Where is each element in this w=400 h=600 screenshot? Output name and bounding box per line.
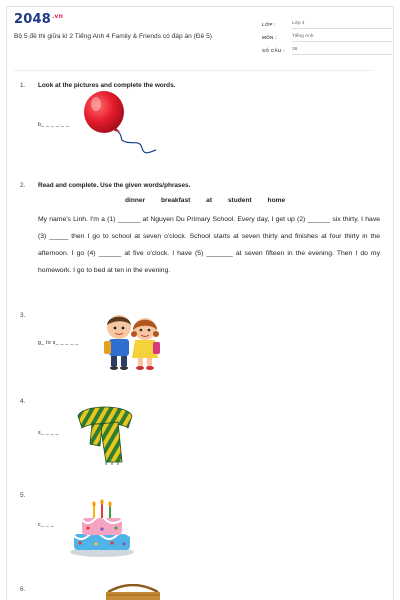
meta-info — [262, 16, 392, 55]
header-divider — [14, 70, 374, 71]
answer-blank-4[interactable]: s_ _ _ _ — [38, 430, 59, 436]
meta-value: 26 — [292, 47, 392, 55]
meta-row-class — [262, 16, 392, 29]
meta-label: LỚP : — [262, 22, 277, 27]
worksheet-page — [6, 6, 394, 600]
logo-text: 2048 — [14, 12, 51, 27]
striped-scarf-image — [72, 400, 138, 466]
word-bank — [125, 197, 299, 204]
question-text: Read and complete. Use the given words/phrases. — [38, 182, 191, 189]
word-bank-item: breakfast — [161, 197, 191, 204]
meta-label: MÔN : — [262, 35, 278, 40]
question-number: 5. — [20, 492, 26, 499]
reading-passage: My name's Linh. I'm a (1) ______ at Nguyen Du Primary School. Every day, I get up (2) ______ six thirty. I have (3) _____ then I go to school at seven o'clock. School starts at seven thirty and finishes at four thirty in the afternoon. I go (4) ______ at five o'clock. I have (5) _______ at seven fifteen in the evening. Then I do my homework. I go to bed at ten in the evening. — [38, 216, 380, 274]
meta-row-count — [262, 42, 392, 55]
document-title: Bộ 5 đề thi giữa kì 2 Tiếng Anh 4 Family & Friends có đáp án (Đề 5) — [14, 33, 212, 40]
basket-image — [102, 584, 164, 600]
kids-with-backpacks-image — [100, 312, 166, 374]
answer-blank-1[interactable]: b_ _ _ _ _ _ — [38, 122, 70, 128]
question-number: 4. — [20, 398, 26, 405]
question-number: 6. — [20, 586, 26, 593]
meta-value: Lớp 4 — [292, 21, 392, 29]
birthday-cake-image — [66, 494, 138, 558]
word-bank-item: dinner — [125, 197, 146, 204]
question-text: Look at the pictures and complete the words. — [38, 82, 176, 89]
question-number: 2. — [20, 182, 26, 189]
logo-suffix: .vn — [51, 12, 64, 20]
question-number: 3. — [20, 312, 26, 319]
red-balloon-image — [80, 90, 162, 156]
word-bank-item: student — [227, 197, 252, 204]
word-bank-item: at — [206, 197, 213, 204]
question-number: 1. — [20, 82, 26, 89]
meta-value: Tiếng Anh — [292, 34, 392, 42]
worksheet-header — [14, 12, 380, 64]
word-bank-item: home — [267, 197, 286, 204]
site-logo[interactable] — [14, 12, 63, 27]
answer-blank-5[interactable]: c_ _ _ — [38, 522, 54, 528]
meta-row-subject — [262, 29, 392, 42]
meta-label: SỐ CÂU : — [262, 48, 286, 53]
answer-blank-3[interactable]: g_ to s_ _ _ _ _ — [38, 340, 79, 346]
